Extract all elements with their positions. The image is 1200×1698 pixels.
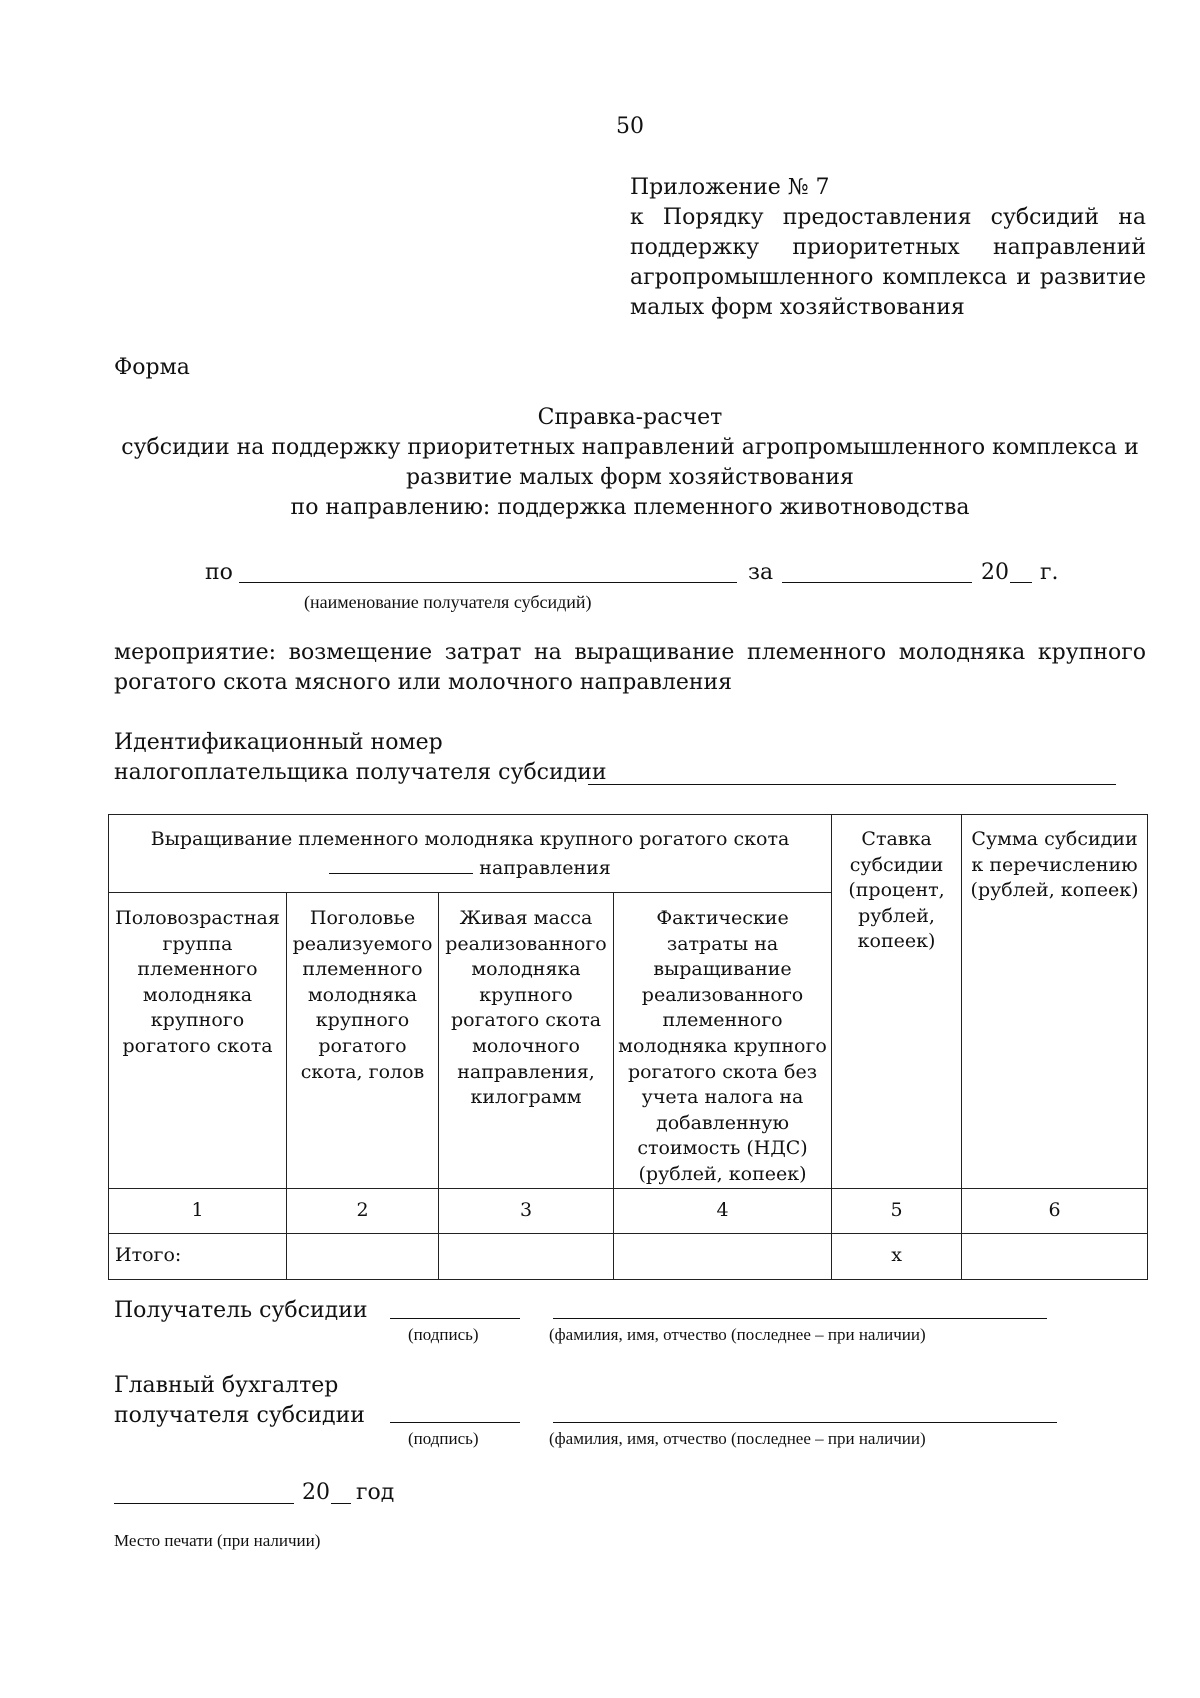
total-sum-cell[interactable] (962, 1233, 1148, 1279)
column-number: 6 (962, 1188, 1148, 1233)
recipient-name-field[interactable] (239, 582, 737, 583)
inn-block (114, 728, 607, 788)
measure-block (114, 638, 1146, 698)
appendix-line: поддержку приоритетных направлений (630, 235, 1146, 260)
measure-line: мероприятие: возмещение затрат на выращивание племенного молодняка крупного (114, 640, 1146, 665)
appendix-line: к Порядку предоставления субсидий на (630, 205, 1146, 230)
accountant-label (114, 1371, 365, 1431)
appendix-block (630, 173, 1146, 323)
title-line: развитие малых форм хозяйствования (406, 465, 854, 490)
column-number: 1 (109, 1188, 287, 1233)
label-za: за (748, 560, 774, 585)
date-field[interactable] (114, 1503, 294, 1504)
column-number: 2 (287, 1188, 439, 1233)
header-live-weight: Живая масса реализованного молодняка крупного рогатого скота молочного направления, килограмм (439, 893, 614, 1189)
group-header-word: направления (479, 856, 611, 879)
header-headcount: Поголовье реализуемого племенного молодняка крупного рогатого скота, голов (287, 893, 439, 1189)
total-cell[interactable] (287, 1233, 439, 1279)
group-header-line: Выращивание племенного молодняка крупного рогатого скота (150, 828, 790, 850)
appendix-line: агропромышленного комплекса и развитие (630, 265, 1146, 290)
column-number: 4 (614, 1188, 832, 1233)
name-caption: (фамилия, имя, отчество (последнее – при наличии) (549, 1325, 926, 1344)
total-cell[interactable] (614, 1233, 832, 1279)
group-header (109, 815, 832, 893)
appendix-title: Приложение № 7 (630, 175, 830, 200)
accountant-signature-field[interactable] (390, 1422, 520, 1423)
signature-caption: (подпись) (408, 1325, 479, 1344)
appendix-line: малых форм хозяйствования (630, 295, 965, 320)
column-number: 3 (439, 1188, 614, 1233)
name-caption: (фамилия, имя, отчество (последнее – при наличии) (549, 1429, 926, 1448)
inn-field[interactable] (588, 784, 1116, 785)
header-sum: Сумма субсидии к перечислению (рублей, копеек) (962, 815, 1148, 1189)
period-field[interactable] (782, 582, 972, 583)
date-year-field[interactable] (331, 1503, 351, 1504)
date-year-prefix: 20 (302, 1480, 330, 1505)
total-label: Итого: (109, 1233, 287, 1279)
total-rate-x: x (832, 1233, 962, 1279)
header-actual-costs: Фактические затраты на выращивание реализованного племенного молодняка крупного рогатого скота без учета налога на добавленную стоимость (НДС) (рублей, копеек) (614, 893, 832, 1189)
form-label: Форма (114, 355, 190, 380)
document-title (114, 403, 1146, 523)
stamp-place: Место печати (при наличии) (114, 1531, 321, 1550)
subsidy-table (108, 814, 1148, 1280)
page-number: 50 (616, 114, 644, 139)
signature-caption: (подпись) (408, 1429, 479, 1448)
year-field[interactable] (1010, 582, 1032, 583)
year-prefix: 20 (981, 560, 1009, 585)
measure-line: рогатого скота мясного или молочного направления (114, 670, 733, 695)
accountant-line: получателя субсидии (114, 1403, 365, 1428)
header-rate: Ставка субсидии (процент, рублей, копеек) (832, 815, 962, 1189)
accountant-line: Главный бухгалтер (114, 1373, 339, 1398)
header-age-group: Половозрастная группа племенного молодняка крупного рогатого скота (109, 893, 287, 1189)
recipient-caption: (наименование получателя субсидий) (304, 592, 592, 612)
group-header-line2 (111, 853, 829, 882)
title-line: субсидии на поддержку приоритетных направлений агропромышленного комплекса и (121, 435, 1139, 460)
recipient-name-line[interactable] (553, 1318, 1047, 1319)
label-g: г. (1040, 560, 1059, 585)
title-line: по направлению: поддержка племенного животноводства (290, 495, 970, 520)
total-cell[interactable] (439, 1233, 614, 1279)
direction-blank[interactable] (329, 853, 473, 874)
accountant-name-line[interactable] (553, 1422, 1057, 1423)
title-line: Справка-расчет (537, 405, 723, 430)
column-number: 5 (832, 1188, 962, 1233)
inn-line: налогоплательщика получателя субсидии (114, 760, 607, 785)
label-po: по (205, 560, 233, 585)
recipient-signature-field[interactable] (390, 1318, 520, 1319)
recipient-label: Получатель субсидии (114, 1298, 368, 1323)
date-god: год (356, 1480, 395, 1505)
inn-line: Идентификационный номер (114, 730, 443, 755)
